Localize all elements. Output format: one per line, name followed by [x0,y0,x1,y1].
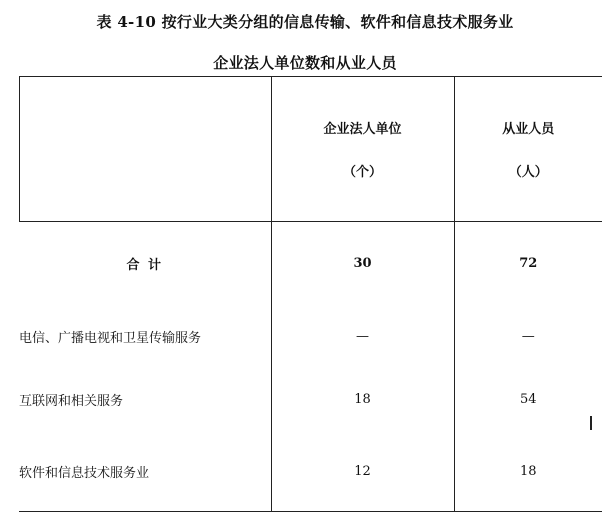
row-label: 电信、广播电视和卫星传输服务 [19,330,202,346]
header-units-label: 企业法人单位 [323,122,402,137]
row-units: 12 [271,431,454,512]
header-empty-cell [19,77,271,222]
row-people: 18 [454,431,602,512]
table-title: 表 4-10 按行业大类分组的信息传输、软件和信息技术服务业 [96,13,514,31]
row-people: — [454,304,602,368]
edge-marker [590,416,592,430]
data-table [19,76,602,512]
table-row [19,431,602,512]
header-units-unit: （个） [342,165,382,180]
table-row [19,304,602,368]
total-label: 合 计 [126,257,164,273]
table-subtitle: 企业法人单位数和从业人员 [213,54,397,72]
total-row [19,222,602,305]
header-people-unit: （人） [508,165,548,180]
row-units: 18 [271,368,454,431]
table-row [19,368,602,431]
header-people-label: 从业人员 [502,122,555,137]
total-people: 72 [454,222,602,305]
row-label: 互联网和相关服务 [19,394,124,409]
total-units: 30 [271,222,454,305]
header-units [271,77,454,222]
row-label: 软件和信息技术服务业 [19,431,271,512]
row-units: — [271,304,454,368]
header-people [454,77,602,222]
row-people: 54 [454,368,602,431]
table-header-row [19,77,602,222]
